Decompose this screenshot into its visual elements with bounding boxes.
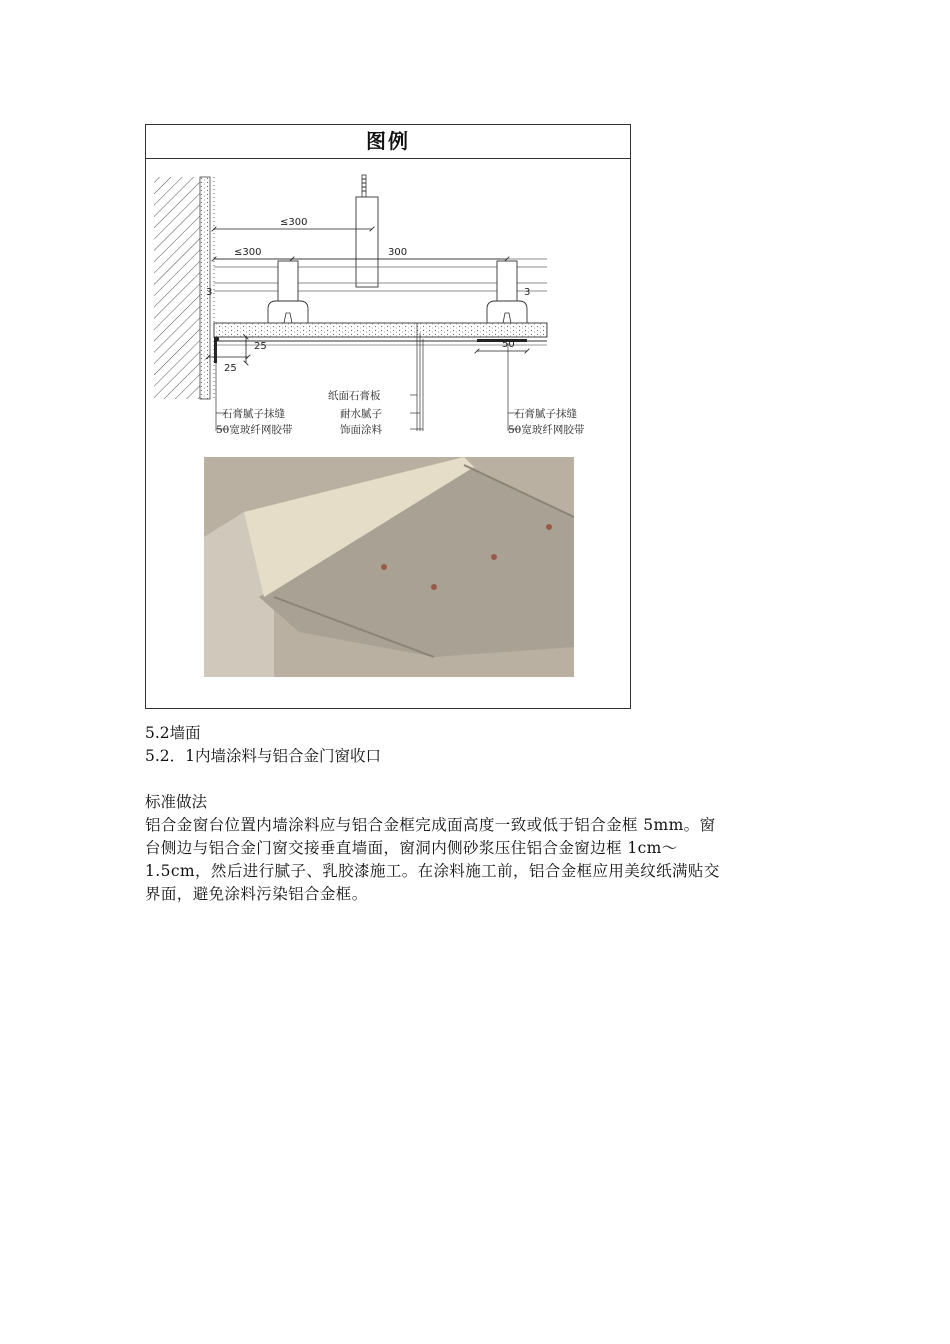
- label-water-putty: 耐水腻子: [340, 408, 382, 420]
- secondary-keel-left: [268, 261, 308, 323]
- dim-25-horizontal: 25: [224, 363, 237, 374]
- heading-wall-coating-window: 5.2．1内墙涂料与铝合金门窗收口: [145, 747, 382, 765]
- body-line: 界面，避免涂料污染铝合金框。: [145, 885, 368, 903]
- dim-le300-top: ≤300: [280, 217, 308, 228]
- wall-hatch: [154, 177, 200, 399]
- hanger-rod: [362, 175, 366, 197]
- gypsum-board: [214, 323, 547, 337]
- heading-walls: 5.2墙面: [145, 724, 201, 742]
- sub-heading-standard-practice: 标准做法: [145, 793, 208, 811]
- document-text: [145, 722, 813, 906]
- dim-25-vertical: 25: [254, 341, 267, 352]
- label-tape-left: 50宽玻纤网胶带: [216, 424, 293, 436]
- label-tape-right: 50宽玻纤网胶带: [508, 424, 585, 436]
- dim-300: 300: [388, 247, 408, 258]
- secondary-keel-right: [487, 261, 527, 323]
- main-keel: [356, 197, 378, 287]
- ceiling-joint-detail-drawing: [152, 173, 627, 443]
- ceiling-photo: [204, 457, 574, 677]
- legend-title: 图例: [146, 125, 630, 159]
- dim-3-left: 3: [206, 287, 213, 298]
- dim-le300-left: ≤300: [234, 247, 262, 258]
- label-putty-seam-right: 石膏腻子抹缝: [514, 408, 577, 420]
- label-gypsum-board: 纸面石膏板: [328, 390, 381, 402]
- label-finish-coating: 饰面涂料: [340, 424, 382, 436]
- body-line: 1.5cm，然后进行腻子、乳胶漆施工。在涂料施工前，铝合金框应用美纹纸满贴交: [145, 862, 720, 880]
- body-paragraph: [145, 814, 813, 906]
- legend-figure: [145, 124, 631, 709]
- dim-3-right: 3: [524, 287, 531, 298]
- body-line: 铝合金窗台位置内墙涂料应与铝合金框完成面高度一致或低于铝合金框 5mm。窗: [145, 816, 716, 834]
- body-line: 台侧边与铝合金门窗交接垂直墙面，窗洞内侧砂浆压住铝合金窗边框 1cm～: [145, 839, 678, 857]
- label-putty-seam-left: 石膏腻子抹缝: [222, 408, 285, 420]
- dim-50: 50: [502, 339, 515, 350]
